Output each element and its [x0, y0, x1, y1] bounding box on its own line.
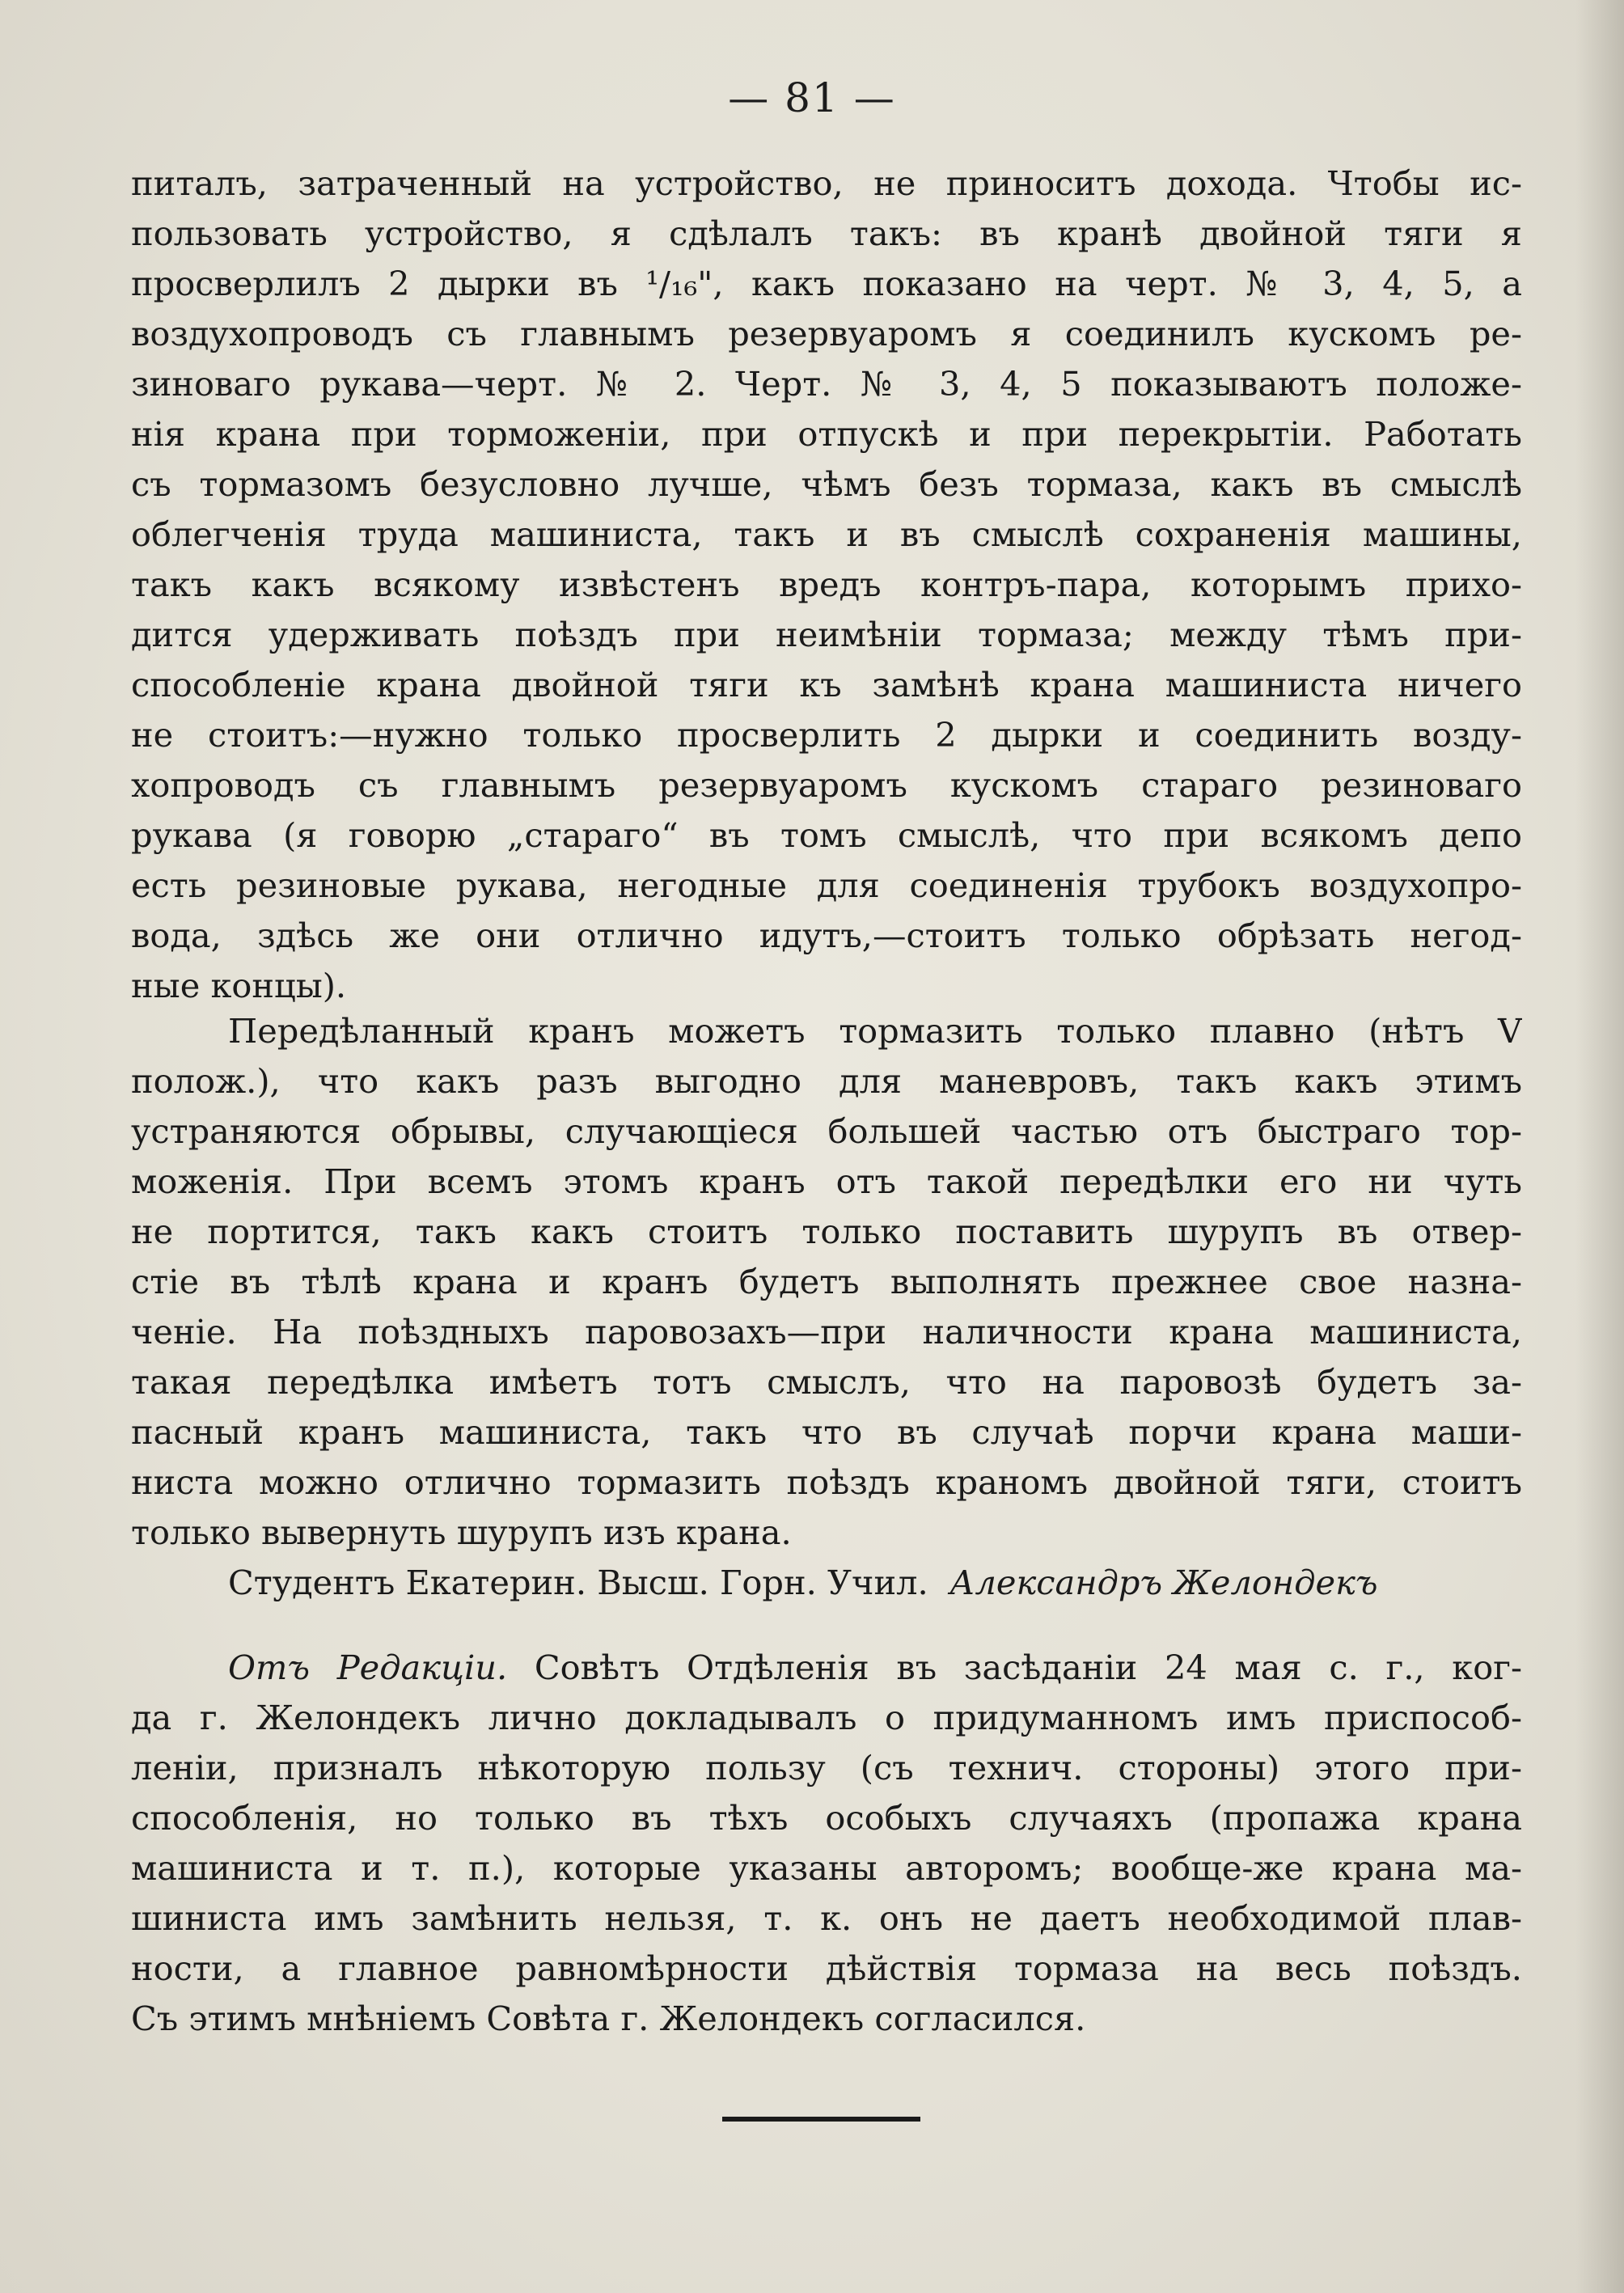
paragraph-2-line: только вывернуть шурупъ изъ крана.: [131, 1512, 792, 1552]
editorial-line: Съ этимъ мнѣніемъ Совѣта г. Желондекъ согласился.: [131, 1999, 1086, 2038]
editorial-line: леніи, призналъ нѣкоторую пользу (съ технич. стороны) этого при-: [131, 1748, 1522, 1787]
paragraph-1-line: дится удерживать поѣздъ при неимѣніи тормаза; между тѣмъ при-: [131, 615, 1522, 654]
signature: [131, 1558, 1522, 1608]
page-edge-shadow: [1575, 0, 1624, 2293]
paragraph-2-line: Передѣланный кранъ можетъ тормазить только плавно (нѣтъ V: [228, 1011, 1522, 1051]
paragraph-1-line: пользовать устройство, я сдѣлалъ такъ: въ кранѣ двойной тяги я: [131, 214, 1522, 253]
paragraph-1-line: есть резиновые рукава, негодные для соединенія трубокъ воздухопро-: [131, 865, 1522, 905]
editorial-line: да г. Желондекъ лично докладывалъ о придуманномъ имъ приспособ-: [131, 1698, 1522, 1737]
editorial-line: шиниста имъ замѣнить нельзя, т. к. онъ не даетъ необходимой плав-: [131, 1898, 1522, 1938]
paragraph-1-line: воздухопроводъ съ главнымъ резервуаромъ я соединилъ кускомъ ре-: [131, 314, 1522, 353]
paragraph-2-line: ченіе. На поѣздныхъ паровозахъ—при наличности крана машиниста,: [131, 1312, 1522, 1352]
editorial-note: [131, 1643, 1522, 2044]
closing-rule: [722, 2117, 920, 2122]
paragraph-1-line: способленіе крана двойной тяги къ замѣнѣ крана машиниста ничего: [131, 665, 1522, 704]
editorial-line: ности, а главное равномѣрности дѣйствія тормаза на весь поѣздъ.: [131, 1948, 1522, 1988]
paragraph-2-line: полож.), что какъ разъ выгодно для маневровъ, такъ какъ этимъ: [131, 1061, 1522, 1101]
paragraph-2-line: такая передѣлка имѣетъ тотъ смыслъ, что на паровозѣ будетъ за-: [131, 1362, 1522, 1402]
paragraph-1-line: питалъ, затраченный на устройство, не приноситъ дохода. Чтобы ис-: [131, 163, 1522, 203]
paragraph-1-line: хопроводъ съ главнымъ резервуаромъ кускомъ стараго резиноваго: [131, 765, 1522, 805]
editorial-text: Совѣтъ Отдѣленія въ засѣданіи 24 мая с. г., ког-: [534, 1648, 1522, 1687]
paragraph-1-line: не стоитъ:—нужно только просверлить 2 дырки и соединить возду-: [131, 715, 1522, 755]
editorial-line: [131, 1643, 1522, 1693]
paragraph-2-line: ниста можно отлично тормазить поѣздъ краномъ двойной тяги, стоитъ: [131, 1462, 1522, 1502]
paragraph-2-line: моженія. При всемъ этомъ кранъ отъ такой передѣлки его ни чуть: [131, 1161, 1522, 1201]
paragraph-1-line: нія крана при торможеніи, при отпускѣ и при перекрытіи. Работать: [131, 414, 1522, 454]
paragraph-2: [131, 1006, 1522, 1558]
paragraph-1-line: вода, здѣсь же они отлично идутъ,—стоитъ только обрѣзать негод-: [131, 916, 1522, 955]
paragraph-1-line: съ тормазомъ безусловно лучше, чѣмъ безъ тормаза, какъ въ смыслѣ: [131, 464, 1522, 504]
paragraph-2-line: устраняются обрывы, случающіеся большей частью отъ быстраго тор-: [131, 1111, 1522, 1151]
paragraph-2-line: пасный кранъ машиниста, такъ что въ случаѣ порчи крана маши-: [131, 1412, 1522, 1452]
paragraph-2-line: стіе въ тѣлѣ крана и кранъ будетъ выполнять прежнее свое назна-: [131, 1262, 1522, 1301]
paragraph-1-line: рукава (я говорю „стараго“ въ томъ смыслѣ, что при всякомъ депо: [131, 815, 1522, 855]
paragraph-1-line: облегченія труда машиниста, такъ и въ смыслѣ сохраненія машины,: [131, 514, 1522, 554]
page-number: — 81 —: [728, 74, 896, 121]
paragraph-1-line: такъ какъ всякому извѣстенъ вредъ контръ-пара, которымъ прихо-: [131, 565, 1522, 604]
paragraph-1-line: ные концы).: [131, 966, 347, 1005]
paragraph-2-line: не портится, такъ какъ стоитъ только поставить шурупъ въ отвер-: [131, 1212, 1522, 1251]
paragraph-1: [131, 159, 1522, 1011]
signature-line: [131, 1558, 1522, 1608]
editorial-line: машиниста и т. п.), которые указаны авторомъ; вообще-же крана ма-: [131, 1848, 1522, 1888]
author-name: Александръ Желондекъ: [949, 1563, 1378, 1602]
paragraph-1-line: зиноваго рукава—черт. № 2. Черт. № 3, 4, 5 показываютъ положе-: [131, 364, 1522, 404]
paragraph-1-line: просверлилъ 2 дырки въ ¹/₁₆", какъ показано на черт. № 3, 4, 5, а: [131, 264, 1522, 303]
author-affiliation: Студентъ Екатерин. Высш. Горн. Учил.: [228, 1563, 928, 1602]
editorial-heading: Отъ Редакціи.: [228, 1648, 508, 1687]
editorial-line: способленія, но только въ тѣхъ особыхъ случаяхъ (пропажа крана: [131, 1798, 1522, 1838]
